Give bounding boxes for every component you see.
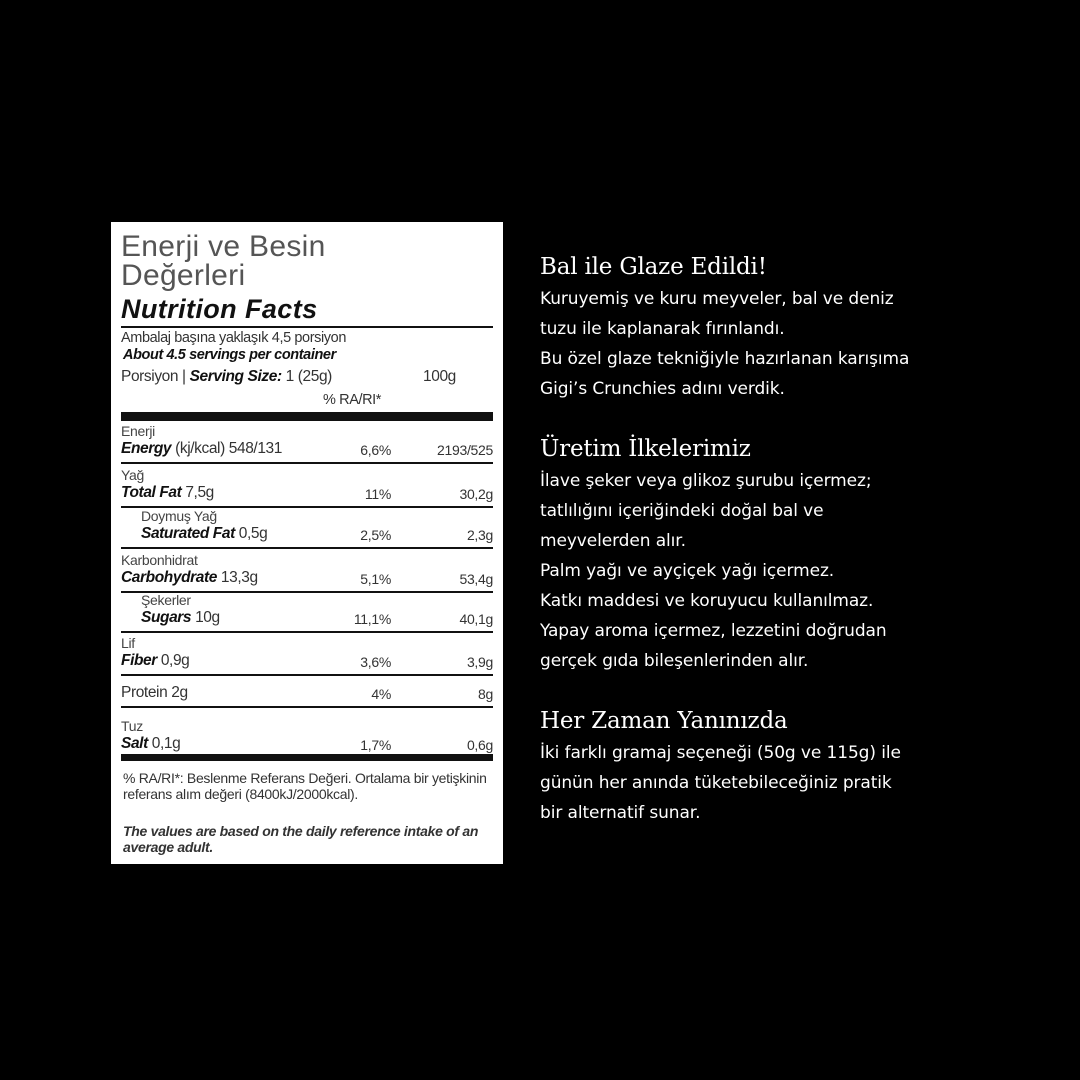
- section-line: Kuruyemiş ve kuru meyveler, bal ve deniz: [540, 289, 894, 309]
- serving-value: 1 (25g): [285, 368, 332, 385]
- nutrient-per100: 8g: [478, 686, 493, 702]
- description-section: [540, 250, 1040, 404]
- section-line: tuzu ile kaplanarak fırınlandı.: [540, 319, 785, 339]
- nutrient-amount: 7,5g: [185, 484, 214, 501]
- nutrient-per100: 3,9g: [466, 654, 493, 670]
- nutrient-name-en: [141, 609, 220, 627]
- nutrient-label: Fiber: [121, 652, 157, 669]
- nutrient-ri: 1,7%: [360, 737, 391, 753]
- section-line: bir alternatif sunar.: [540, 803, 701, 823]
- footer-tr: % RA/RI*: Beslenme Referans Değeri. Ortalama bir yetişkinin referans alım değeri (8400kJ/2000kcal).: [123, 770, 487, 802]
- section-line: Yapay aroma içermez, lezzetini doğrudan: [540, 621, 887, 641]
- nutrient-amount: 10g: [195, 609, 220, 626]
- serving-prefix: Porsiyon |: [121, 368, 186, 385]
- servings-tr: Ambalaj başına yaklaşık 4,5 porsiyon: [121, 330, 346, 346]
- nutrient-ri: 11%: [364, 486, 391, 502]
- nutrient-amount: 13,3g: [220, 569, 258, 586]
- footer-en: The values are based on the daily reference intake of an average adult.: [123, 823, 479, 855]
- nutrient-name-tr: Lif: [121, 635, 135, 651]
- column-100g: 100g: [423, 368, 456, 385]
- nutrient-label: Total Fat: [121, 484, 182, 501]
- section-line: günün her anında tüketebileceğiniz pratik: [540, 773, 892, 793]
- nutrient-name-en: [141, 525, 267, 543]
- nutrient-per100: 40,1g: [459, 611, 493, 627]
- nutrient-per100: 30,2g: [459, 486, 493, 502]
- nutrient-label: Saturated Fat: [141, 525, 235, 542]
- nutrient-per100: 0,6g: [466, 737, 493, 753]
- label-title-tr-line2: Değerleri: [121, 259, 246, 292]
- section-line: meyvelerden alır.: [540, 531, 686, 551]
- nutrient-label: Sugars: [141, 609, 192, 626]
- divider-thick-bottom: [121, 754, 493, 761]
- nutrient-per100: 53,4g: [459, 571, 493, 587]
- section-line: Palm yağı ve ayçiçek yağı içermez.: [540, 561, 835, 581]
- nutrient-amount: 0,9g: [160, 652, 190, 669]
- section-line: gerçek gıda bileşenlerinden alır.: [540, 651, 809, 671]
- nutrient-amount: Protein 2g: [121, 684, 188, 701]
- nutrient-per100: 2193/525: [437, 442, 493, 458]
- section-line: İlave şeker veya glikoz şurubu içermez;: [540, 471, 872, 491]
- description-section: [540, 704, 1040, 828]
- nutrient-ri: 2,5%: [360, 527, 391, 543]
- nutrient-name-en: [121, 735, 180, 753]
- row-divider: [121, 631, 493, 633]
- nutrient-amount: (kj/kcal) 548/131: [175, 440, 283, 457]
- section-heading: Bal ile Glaze Edildi!: [540, 254, 767, 280]
- row-divider: [121, 462, 493, 464]
- row-divider: [121, 674, 493, 676]
- product-description: [540, 250, 1040, 856]
- nutrient-ri: 11,1%: [353, 611, 391, 627]
- nutrient-amount: 0,5g: [238, 525, 268, 542]
- nutrient-name-tr: Karbonhidrat: [121, 552, 198, 568]
- divider-thick: [121, 412, 493, 421]
- nutrient-label: Energy: [121, 440, 172, 457]
- nutrient-per100: 2,3g: [466, 527, 493, 543]
- servings-en: About 4.5 servings per container: [123, 347, 336, 363]
- section-line: tatlılığını içeriğindeki doğal bal ve: [540, 501, 824, 521]
- nutrient-name-tr: Tuz: [121, 718, 143, 734]
- divider-thin: [121, 326, 493, 328]
- nutrient-label: Carbohydrate: [121, 569, 217, 586]
- section-line: İki farklı gramaj seçeneği (50g ve 115g) ile: [540, 743, 901, 763]
- serving-size: [121, 368, 332, 386]
- row-divider: [121, 547, 493, 549]
- nutrient-name-en: [121, 569, 258, 587]
- nutrient-ri: 5,1%: [360, 571, 391, 587]
- nutrient-name-tr: Doymuş Yağ: [141, 508, 217, 524]
- nutrient-ri: 3,6%: [360, 654, 391, 670]
- nutrient-name-en: [121, 484, 214, 502]
- column-ri: % RA/RI*: [323, 392, 382, 408]
- section-line: Bu özel glaze tekniğiyle hazırlanan karışıma: [540, 349, 910, 369]
- nutrient-ri: 4%: [371, 686, 391, 702]
- nutrient-name-tr: Enerji: [121, 423, 155, 439]
- section-heading: Üretim İlkelerimiz: [540, 436, 751, 462]
- nutrition-label: [111, 222, 503, 864]
- label-title-tr-line1: Enerji ve Besin: [121, 230, 326, 263]
- nutrient-name-tr: Yağ: [121, 467, 144, 483]
- serving-label: Serving Size:: [189, 368, 282, 385]
- row-divider: [121, 706, 493, 708]
- label-title-tr: [121, 232, 326, 290]
- nutrient-name-en: [121, 440, 282, 458]
- nutrient-name-en: [121, 684, 188, 702]
- nutrient-amount: 0,1g: [151, 735, 181, 752]
- description-sections: [540, 250, 1040, 828]
- section-heading: Her Zaman Yanınızda: [540, 708, 788, 734]
- section-line: Gigi’s Crunchies adını verdik.: [540, 379, 785, 399]
- nutrient-label: Salt: [121, 735, 148, 752]
- nutrient-ri: 6,6%: [360, 442, 391, 458]
- label-title-en: Nutrition Facts: [121, 294, 318, 324]
- section-line: Katkı maddesi ve koruyucu kullanılmaz.: [540, 591, 874, 611]
- nutrient-name-en: [121, 652, 189, 670]
- nutrient-name-tr: Şekerler: [141, 592, 191, 608]
- description-section: [540, 432, 1040, 676]
